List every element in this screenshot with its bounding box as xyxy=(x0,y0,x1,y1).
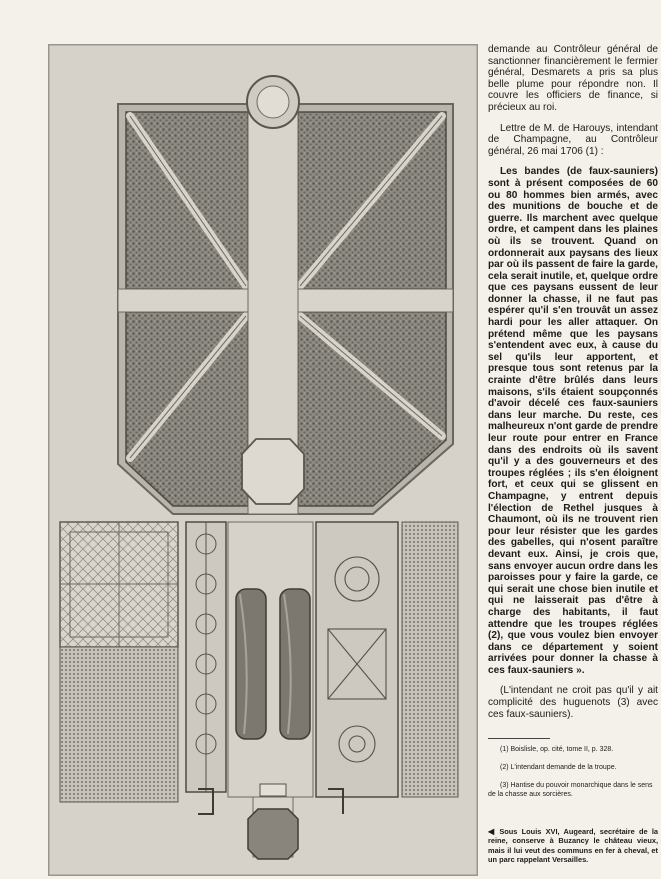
garden-plan-drawing xyxy=(48,44,478,876)
article-column xyxy=(488,44,658,873)
arrow-left-icon: ◀ xyxy=(488,827,497,837)
image-caption xyxy=(488,827,658,864)
footnote-1: (1) Boislisle, op. cité, tome II, p. 328. xyxy=(500,746,614,754)
garden-plan-illustration xyxy=(48,44,478,876)
footnote-2: (2) L'intendant demande de la troupe. xyxy=(500,764,617,772)
footnote-3: (3) Hantise du pouvoir monarchique dans le sens de la chasse aux sorcières. xyxy=(488,782,653,799)
intro-paragraph: demande au Contrôleur général de sanctionner financièrement le fermier général, Desmarets a pris sa plus belle plume pour répondre non. Il couvre les officiers de finance, si précieux au roi. xyxy=(488,44,658,113)
footnote-divider xyxy=(488,738,550,739)
closing-paragraph: (L'intendant ne croit pas qu'il y ait complicité des huguenots (3) avec ces faux-sauniers). xyxy=(488,685,658,720)
letter-heading: Lettre de M. de Harouys, intendant de Champagne, au Contrôleur général, 26 mai 1706 (1) : xyxy=(488,122,658,157)
caption-text: Sous Louis XVI, Augeard, secrétaire de la reine, conserve à Buzancy le château vieux, mais il lui veut des communs en fer à cheval, et un parc rappelant Versailles. xyxy=(488,827,658,864)
letter-quote: Les bandes (de faux-sauniers) sont à présent composées de 60 ou 80 hommes bien armés, avec des munitions de bouche et de guerre. Ils marchent avec quelque ordre, et campent dans les plaines où ils se trouvent. Quand on ordonnerait aux paysans des lieux par où ils passent de faire la garde, cela serait inutile, et, quelque ordre que ces paysans eussent de leur donner la chasse, il ne faut pas espérer qu'il s'en trouvât un assez hardi pour les aller attaquer. On prétend même que les paysans s'entendent avec eux, à cause du sel qu'ils leur apportent, et presque tous sont retenus par la crainte d'être brûlés dans leurs maisons, s'ils étaient soupçonnés d'avoir décelé ces faux-sauniers dans leur marche. Du reste, ces malheureux n'ont garde de prendre leur route pour entrer en France dans des endroits où ils savent qu'il y a des gouverneurs et des troupes réglées ; ils s'en éloignent fort, et ceux qui se glissent en Champagne, y entrent depuis l'élection de Rethel jusques à Chaumont, où ils ne trouvent rien pour leur résister que les gardes des gabelles, qui n'osent paraître devant eux. Ainsi, je crois que, sans envoyer aucun ordre dans les paroisses pour y faire la garde, ce qui serait une chose bien inutile et qui ne laisserait pas d'être à charge des habitants, il faut attendre que les troupes réglées (2), que vous voulez bien envoyer dans ce département y soient arrivées pour donner la chasse à ces faux-sauniers ». xyxy=(488,166,658,676)
